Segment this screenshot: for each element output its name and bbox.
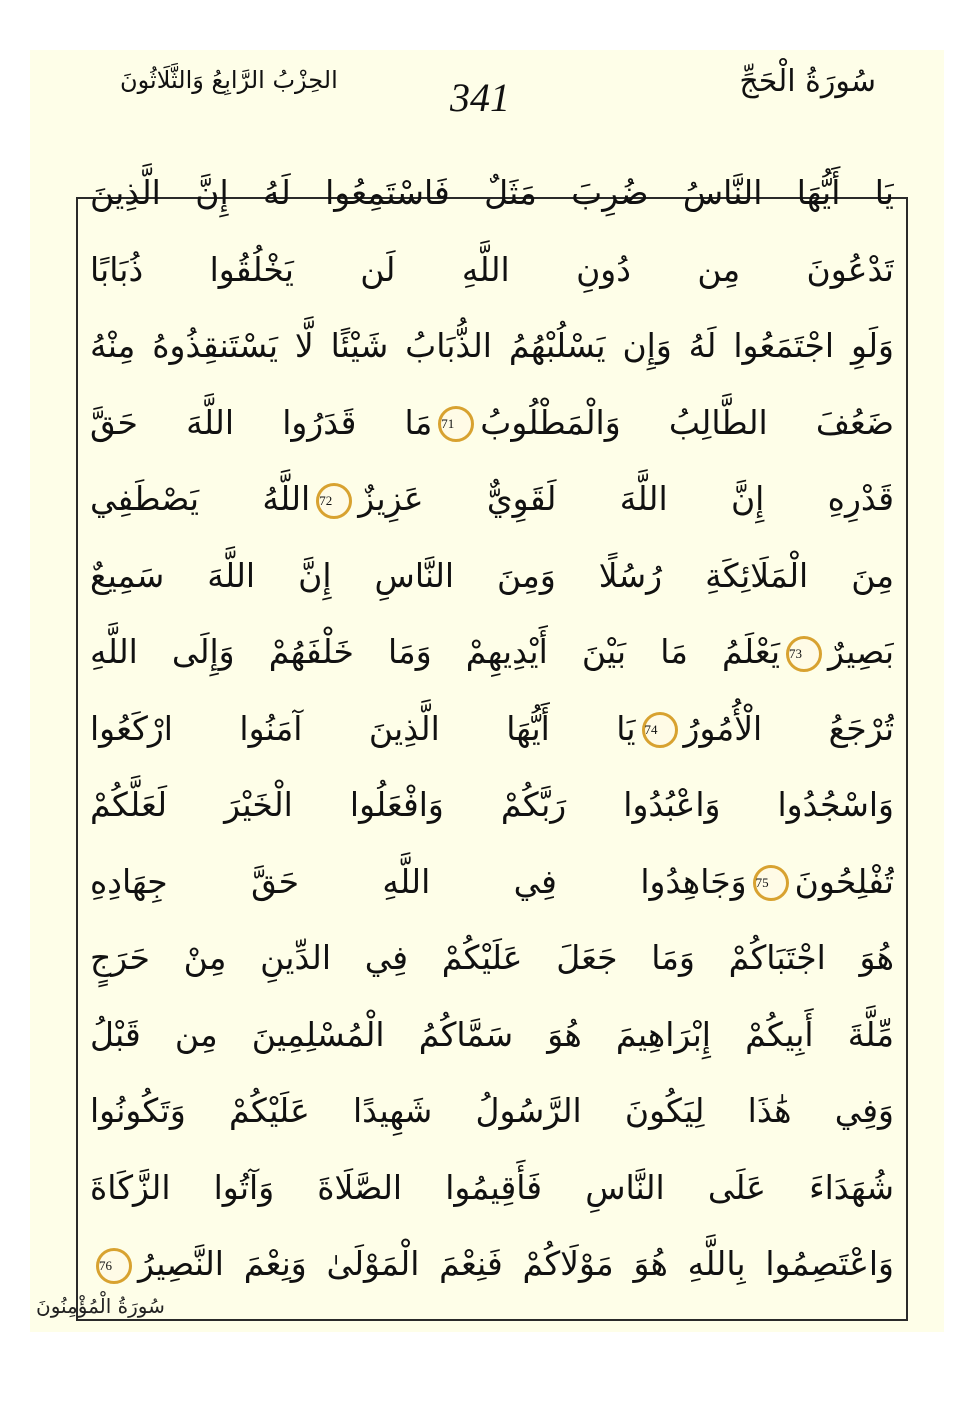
verse-line xyxy=(90,308,894,385)
ayah-number-marker: 76 xyxy=(96,1248,132,1284)
verse-line xyxy=(90,461,894,538)
verse-text: بَصِيرٌ xyxy=(828,632,894,671)
verse-line xyxy=(90,385,894,462)
verse-text: وَفِي هَٰذَا لِيَكُونَ الرَّسُولُ شَهِيدًا عَلَيْكُمْ وَتَكُونُوا xyxy=(90,1091,894,1130)
verse-text: مِّلَّةَ أَبِيكُمْ إِبْرَاهِيمَ هُوَ سَمَّاكُمُ الْمُسْلِمِينَ مِن قَبْلُ xyxy=(90,1014,894,1054)
verse-text: وَاسْجُدُوا وَاعْبُدُوا رَبَّكُمْ وَافْعَلُوا الْخَيْرَ لَعَلَّكُمْ xyxy=(90,785,894,824)
ayah-number-marker: 74 xyxy=(642,712,678,748)
verse-text: اللَّهُ يَصْطَفِي xyxy=(90,479,311,518)
verse-line xyxy=(90,232,894,309)
verse-line xyxy=(90,997,894,1074)
verse-line xyxy=(90,767,894,844)
next-surah-catchword: سُورَةُ الْمُؤْمِنُونَ xyxy=(36,1294,165,1318)
ayah-number-marker: 71 xyxy=(438,406,474,442)
verse-text: تُفْلِحُونَ xyxy=(794,861,894,901)
verse-text: يَا أَيُّهَا الَّذِينَ آمَنُوا ارْكَعُوا xyxy=(90,708,636,748)
verse-text: مِنَ الْمَلَائِكَةِ رُسُلًا وَمِنَ النَّاسِ إِنَّ اللَّهَ سَمِيعٌ xyxy=(90,555,894,595)
verse-line xyxy=(90,614,894,691)
verse-line xyxy=(90,920,894,997)
verse-text: تَدْعُونَ مِن دُونِ اللَّهِ لَن يَخْلُقُوا ذُبَابًا xyxy=(90,249,894,289)
verse-text: شُهَدَاءَ عَلَى النَّاسِ فَأَقِيمُوا الصَّلَاةَ وَآتُوا الزَّكَاةَ xyxy=(90,1167,894,1207)
verse-line xyxy=(90,1150,894,1227)
hizb-label: الحِزْبُ الرَّابِعُ وَالثَّلَاثُونَ xyxy=(120,66,338,94)
mushaf-page xyxy=(30,50,944,1332)
ayah-number-marker: 75 xyxy=(753,865,789,901)
verse-text: هُوَ اجْتَبَاكُمْ وَمَا جَعَلَ عَلَيْكُمْ فِي الدِّينِ مِنْ حَرَجٍ xyxy=(90,938,894,977)
verse-text: تُرْجَعُ الْأُمُورُ xyxy=(683,708,894,748)
verse-text: مَا قَدَرُوا اللَّهَ حَقَّ xyxy=(90,402,433,442)
verse-line xyxy=(90,1073,894,1150)
verse-text: يَا أَيُّهَا النَّاسُ ضُرِبَ مَثَلٌ فَاسْتَمِعُوا لَهُ إِنَّ الَّذِينَ xyxy=(90,173,894,212)
verse-line xyxy=(90,1226,894,1303)
verse-line xyxy=(90,844,894,921)
verse-text: ضَعُفَ الطَّالِبُ وَالْمَطْلُوبُ xyxy=(480,402,894,442)
page-number: 341 xyxy=(450,75,510,120)
verse-text: يَعْلَمُ مَا بَيْنَ أَيْدِيهِمْ وَمَا خَلْفَهُمْ وَإِلَى اللَّهِ xyxy=(90,632,781,671)
verse-text: وَلَوِ اجْتَمَعُوا لَهُ وَإِن يَسْلُبْهُمُ الذُّبَابُ شَيْئًا لَّا يَسْتَنقِذُوهُ مِنْهُ xyxy=(90,326,894,365)
verse-line xyxy=(90,691,894,768)
surah-name: سُورَةُ الْحَجِّ xyxy=(739,64,876,99)
verse-text: وَاعْتَصِمُوا بِاللَّهِ هُوَ مَوْلَاكُمْ فَنِعْمَ الْمَوْلَىٰ وَنِعْمَ النَّصِيرُ xyxy=(138,1244,894,1283)
verse-text: قَدْرِهِ إِنَّ اللَّهَ لَقَوِيٌّ عَزِيزٌ xyxy=(358,479,894,518)
verse-text: وَجَاهِدُوا فِي اللَّهِ حَقَّ جِهَادِهِ xyxy=(90,861,747,901)
verse-line xyxy=(90,155,894,232)
ayah-number-marker: 73 xyxy=(786,636,822,672)
verse-lines xyxy=(90,155,894,1303)
verse-line xyxy=(90,538,894,615)
ayah-number-marker: 72 xyxy=(316,483,352,519)
